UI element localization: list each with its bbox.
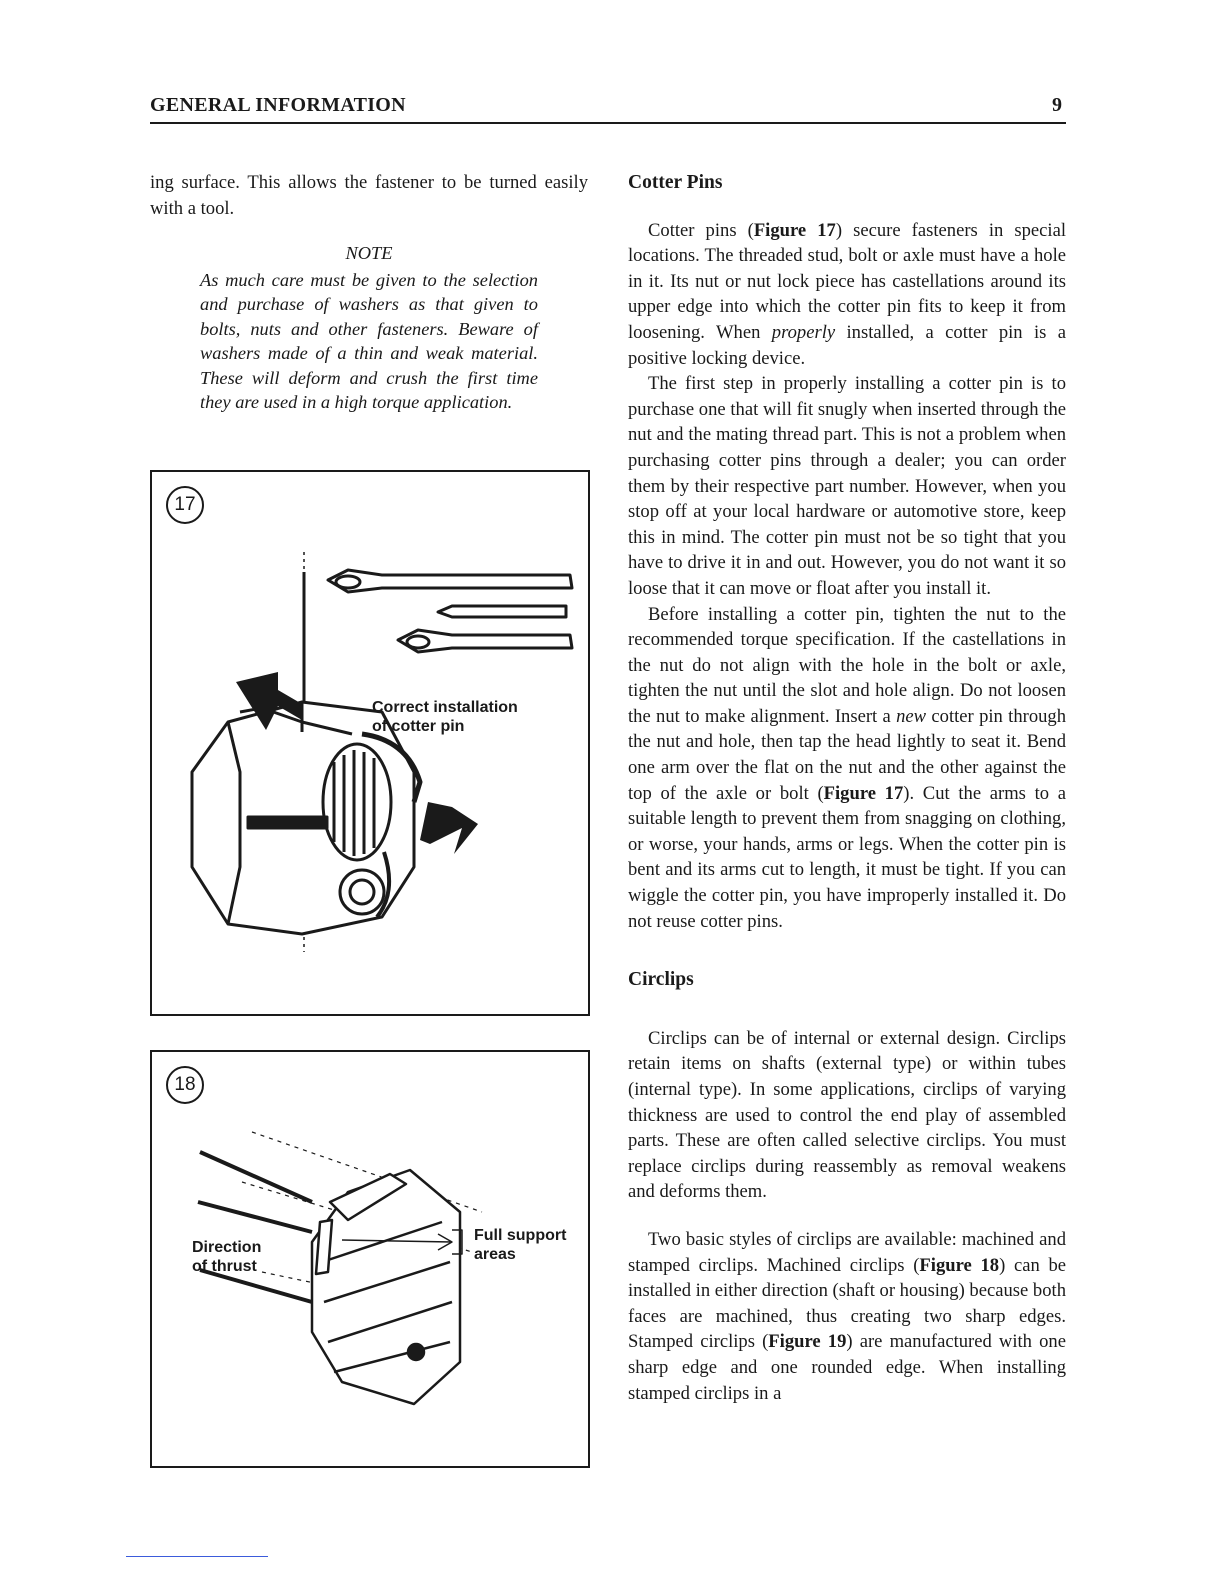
note-text: As much care must be given to the selection and purchase of washers as that given to bolts, nuts and other fasteners. Beware of washers made of a thin and weak material. These will deform and crush the first time they are used in a high torque application. (200, 269, 538, 413)
page-number: 9 (1052, 94, 1062, 116)
cotter-paragraph-3: Before installing a cotter pin, tighten the nut to the recommended torque specification. If the castellations in the nut do not align with the hole in the bolt or axle, tighten the nut until the slot and hole align. Do not loosen the nut to make alignment. Insert a new cotter pin through the nut and hole, then tap the head lightly to seat it. Bend one arm over the flat on the nut and the other against the top of the axle or bolt (Figure 17). Cut the arms to a suitable length to prevent them from snagging on clothing, or worse, your hands, arms or legs. When the cotter pin is bent and its arms cut to length, it must be tight. If you can wiggle the cotter pin, you have improperly installed it. Do not reuse cotter pins. (628, 603, 1067, 932)
figure-17 (150, 470, 590, 1016)
footer-rule (126, 1556, 268, 1557)
figure-17-number: 17 (166, 486, 204, 524)
label-line-2: of thrust (192, 1258, 257, 1275)
label-line-1: Full support (474, 1227, 567, 1244)
section-heading-cotter-pins: Cotter Pins (628, 172, 723, 193)
continuation-paragraph: ing surface. This allows the fastener to be turned easily with a tool. (150, 172, 588, 219)
cotter-paragraph-2: The first step in properly installing a cotter pin is to purchase one that will fit snugly when inserted through the nut and the mating thread part. This is not a problem when purchasing cotter pins through a dealer; you can order them by their respective part number. However, when you stop off at your local hardware or automotive store, keep this in mind. The cotter pin must not be so tight that you have to drive it in and out. However, you do not want it so loose that it can move or float after you install it. (628, 373, 1066, 599)
cotter-pin-illustration (152, 472, 588, 1014)
figure-17-caption (372, 698, 518, 736)
label-line-1: Direction (192, 1239, 262, 1256)
right-column (628, 170, 1066, 1406)
full-support-areas-label (474, 1226, 566, 1264)
figure-18 (150, 1050, 590, 1468)
cotter-paragraph-1: Cotter pins (Figure 17) secure fasteners in special locations. The threaded stud, bolt or axle must have a hole in it. Its nut or nut lock piece has castellations around its upper edge into which the cotter pin fits to keep it from loosening. When properly installed, a cotter pin is a positive locking device. (628, 219, 1066, 369)
note-heading: NOTE (345, 243, 393, 264)
label-line-2: areas (474, 1246, 516, 1263)
note-block (150, 241, 588, 415)
page-header (150, 94, 1066, 124)
figure-18-number: 18 (166, 1066, 204, 1104)
circlips-paragraph-2: Two basic styles of circlips are available: machined and stamped circlips. Machined circlips (Figure 18) can be installed in either direction (shaft or housing) because both faces are machined, thus creating two sharp edges. Stamped circlips (Figure 19) are manufactured with one sharp edge and one rounded edge. When installing stamped circlips in a (628, 1228, 1067, 1404)
left-column (150, 170, 588, 415)
running-head: GENERAL INFORMATION (150, 94, 406, 116)
circlips-paragraph-1: Circlips can be of internal or external design. Circlips retain items on shafts (external type) or within tubes (internal type). In some applications, circlips of varying thickness are used to control the end play of assembled parts. These are often called selective circlips. You must replace circlips during reassembly as removal weakens and deforms them. (628, 1027, 1066, 1203)
direction-of-thrust-label (192, 1238, 261, 1276)
caption-line-1: Correct installation (372, 699, 518, 716)
caption-line-2: of cotter pin (372, 718, 465, 735)
section-heading-circlips: Circlips (628, 969, 694, 991)
